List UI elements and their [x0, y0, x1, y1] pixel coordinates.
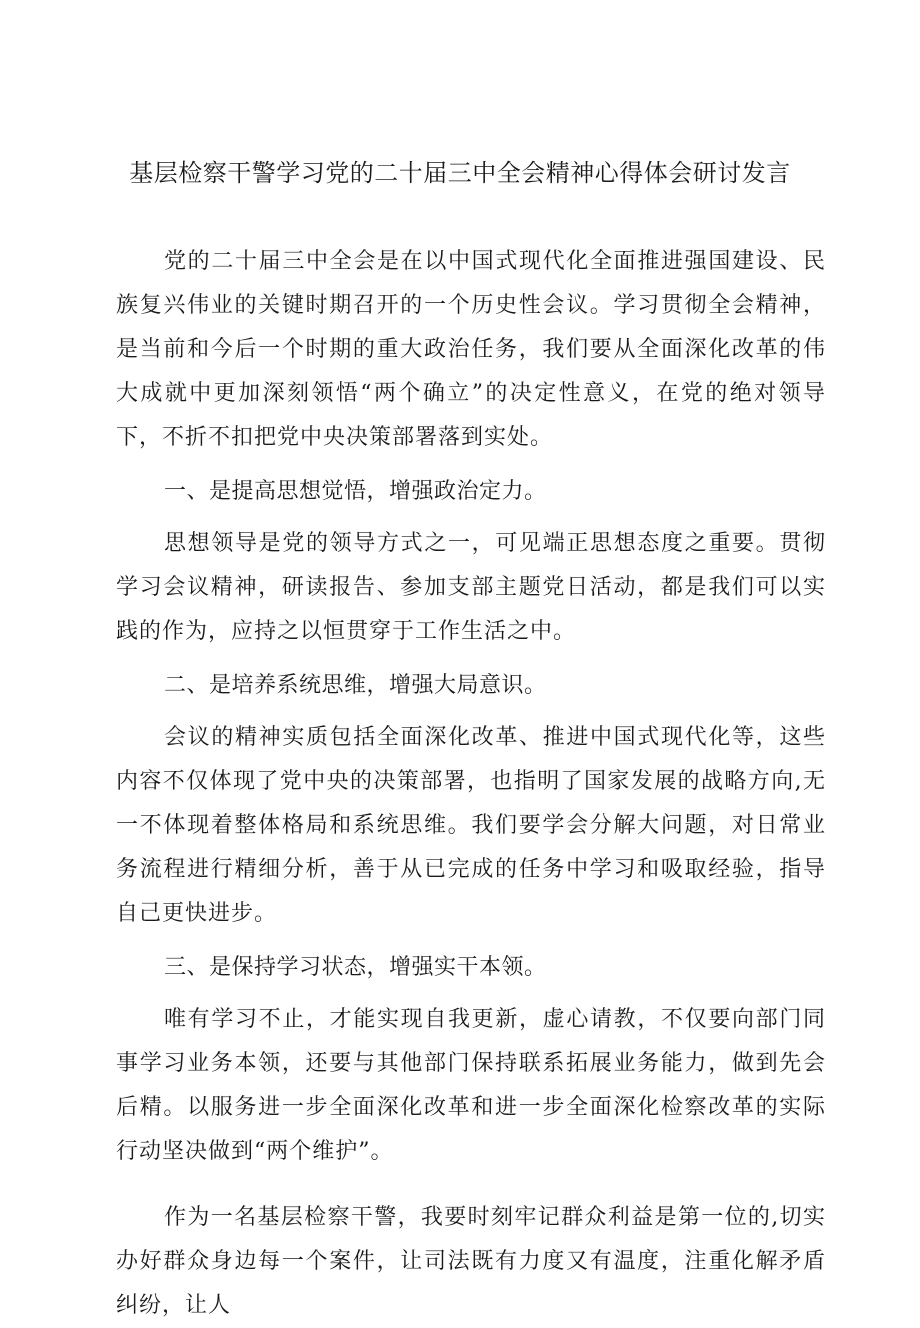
section-heading-3: 三、是保持学习状态，增强实干本领。: [164, 955, 547, 980]
section-heading-2: 二、是培养系统思维，增强大局意识。: [164, 673, 547, 698]
document-body: [116, 240, 826, 1328]
document-title: 基层检察干警学习党的二十届三中全会精神心得体会研讨发言: [129, 159, 791, 187]
section-paragraph-3: 唯有学习不止，才能实现自我更新，虚心请教，不仅要向部门同事学习业务本领，还要与其他部门保持联系拓展业务能力，做到先会后精。以服务进一步全面深化改革和进一步全面深化检察改革的实际行动坚决做到“两个维护”。: [116, 1007, 826, 1164]
closing-paragraph: 作为一名基层检察干警，我要时刻牢记群众利益是第一位的,切实办好群众身边每一个案件，让司法既有力度又有温度，注重化解矛盾纠纷，让人: [116, 1205, 826, 1318]
section-paragraph-1: 思想领导是党的领导方式之一，可见端正思想态度之重要。贯彻学习会议精神，研读报告、参加支部主题党日活动，都是我们可以实践的作为，应持之以恒贯穿于工作生活之中。: [116, 531, 826, 644]
section-heading-1: 一、是提高思想觉悟，增强政治定力。: [164, 479, 547, 504]
intro-paragraph: 党的二十届三中全会是在以中国式现代化全面推进强国建设、民族复兴伟业的关键时期召开的一个历史性会议。学习贯彻全会精神，是当前和今后一个时期的重大政治任务，我们要从全面深化改革的伟大成就中更加深刻领悟“两个确立”的决定性意义，在党的绝对领导下，不折不扣把党中央决策部署落到实处。: [116, 249, 826, 450]
section-paragraph-2: 会议的精神实质包括全面深化改革、推进中国式现代化等，这些内容不仅体现了党中央的决策部署，也指明了国家发展的战略方向,无一不体现着整体格局和系统思维。我们要学会分解大问题，对日常业务流程进行精细分析，善于从已完成的任务中学习和吸取经验，指导自己更快进步。: [116, 725, 826, 926]
